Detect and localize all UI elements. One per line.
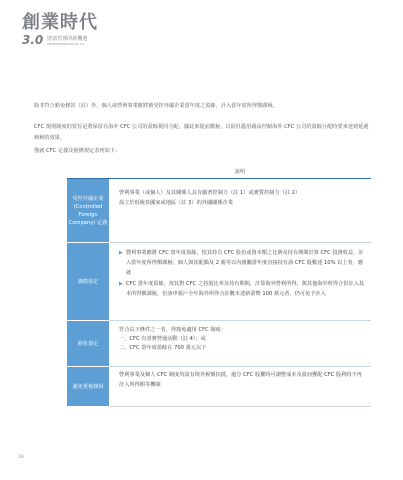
magazine-title: 創業時代 (22, 12, 98, 33)
table-header-row (67, 165, 371, 179)
subtitle-chinese: 財富管理的新機遇 (47, 36, 88, 42)
triangle-bullet-icon: ▶ (119, 250, 123, 256)
row-label-double-tax: 避免重複課稅 (67, 367, 109, 407)
paragraph-taxation: 除非符合豁免條款（註）外，個人或營利事業應將被受控外國企業當年度之盈餘，計入當年度所得額課稅。 (34, 103, 278, 109)
table-header-description: 說明 (109, 165, 371, 179)
bullet-item (119, 279, 367, 299)
row-content-taxation (109, 243, 371, 321)
table-row (67, 243, 371, 321)
bullet-item (119, 248, 367, 279)
row-label-exemption: 豁免規定 (67, 321, 109, 367)
table-row (67, 179, 371, 243)
exemption-line: 一、CFC 有當實營運活動（註 4）；或 (119, 336, 206, 342)
definition-line: 營利事業（或個人）及其關係人具有顯著控制力（註 1）或實質控制力（註 2） (119, 190, 301, 196)
row-content-double-tax (109, 367, 371, 407)
exemption-line: 符合以下條件之一者，得豁免適用 CFC 制度： (119, 327, 226, 333)
triangle-bullet-icon: ▶ (119, 280, 123, 287)
cfc-definition-table (67, 165, 371, 407)
issue-number: 3.0 (22, 33, 44, 47)
bullet-text: CFC 當年度盈餘，按其對 CFC 之持股比率及持有期間，計算海外營利所得，與其他海外所得合併計入基本所得額課稅，但該申報戶全年海外所得合計數未達新臺幣 100 萬元者，仍可免予計入 (125, 280, 364, 297)
row-label-cfc-definition: 受控外國企業 (Controlled Foreign Company) 定義 (67, 179, 109, 243)
exemption-line: 二、CFC 當年度盈餘在 700 萬元以下 (119, 345, 207, 351)
subtitle-english: ENTREPRENEURSHIP 3.0 (47, 42, 85, 46)
row-content-definition (109, 179, 371, 243)
paragraph-cfc-rule: CFC 規則制度的要旨是將保留在海外 CFC 公司的盈餘視同分配，據此來提前繳稅，以防杜濫用藉由控制海外 CFC 公司的盈餘分配時要來達到延遲納稅的效果。 (34, 124, 369, 141)
issue-row (22, 34, 98, 46)
table-row (67, 321, 371, 367)
definition-line: 設立於低稅負國家或地區（註 3）的外國關係企業 (119, 199, 233, 206)
page-number: 18 (18, 455, 24, 460)
issue-subtitle (47, 36, 87, 46)
table-row (67, 367, 371, 407)
double-tax-line: 營利事業及個人 CFC 制度均設有境外稅額扣抵，處分 CFC 股權時可調整成本及盈而獲配 CFC 股利時不再計入所得額等機制 (119, 372, 362, 388)
bullet-text: 豐利事業應將 CFC 當年度盈餘，按其持有 CFC 股份或資本額之比例及持有期間計算 CFC 投資收益，計入當年度所得額課稅；個人與其配偶及 2 親等以內親屬當年度直接持有該 CFC 股數達 10% 以上者，應就 (125, 250, 364, 277)
paragraph-table-intro: 僅就 CFC 定義及豁條規定表列如下： (34, 148, 121, 154)
row-content-exemption (109, 321, 371, 367)
row-label-taxation-rule: 課徵規定 (67, 243, 109, 321)
header (22, 13, 98, 46)
